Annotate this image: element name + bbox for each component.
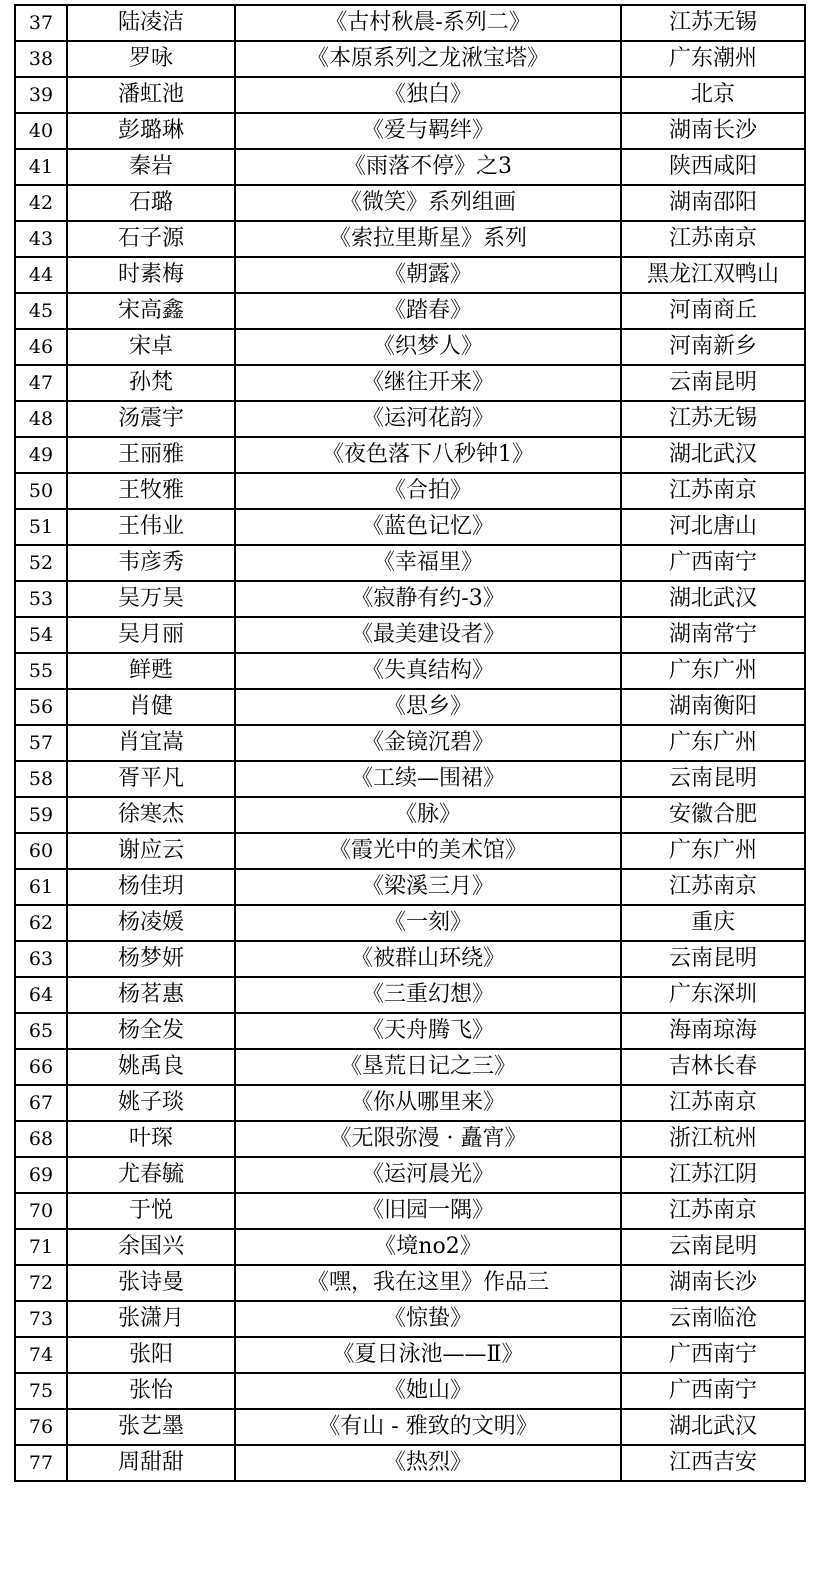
artist-location: 广东深圳 bbox=[621, 977, 805, 1013]
table-row bbox=[15, 41, 805, 77]
artist-name: 石子源 bbox=[67, 221, 235, 257]
artwork-title: 《运河花韵》 bbox=[235, 401, 621, 437]
row-number: 62 bbox=[15, 905, 67, 941]
table-row bbox=[15, 473, 805, 509]
artist-location: 湖北武汉 bbox=[621, 1409, 805, 1445]
row-number: 52 bbox=[15, 545, 67, 581]
artist-name: 叶琛 bbox=[67, 1121, 235, 1157]
artist-location: 广西南宁 bbox=[621, 1337, 805, 1373]
artist-name: 王牧雅 bbox=[67, 473, 235, 509]
artist-name: 杨梦妍 bbox=[67, 941, 235, 977]
row-number: 38 bbox=[15, 41, 67, 77]
table-row bbox=[15, 221, 805, 257]
artist-name: 鲜甦 bbox=[67, 653, 235, 689]
table-row bbox=[15, 617, 805, 653]
table-row bbox=[15, 725, 805, 761]
artwork-title: 《金镜沉碧》 bbox=[235, 725, 621, 761]
row-number: 74 bbox=[15, 1337, 67, 1373]
artist-name: 彭璐琳 bbox=[67, 113, 235, 149]
row-number: 53 bbox=[15, 581, 67, 617]
row-number: 65 bbox=[15, 1013, 67, 1049]
artist-location: 河南新乡 bbox=[621, 329, 805, 365]
artist-location: 广东广州 bbox=[621, 653, 805, 689]
artwork-title: 《梁溪三月》 bbox=[235, 869, 621, 905]
artist-name: 宋卓 bbox=[67, 329, 235, 365]
artist-location: 广西南宁 bbox=[621, 545, 805, 581]
artwork-title: 《合拍》 bbox=[235, 473, 621, 509]
artist-name: 韦彦秀 bbox=[67, 545, 235, 581]
artist-name: 余国兴 bbox=[67, 1229, 235, 1265]
artist-name: 尤春毓 bbox=[67, 1157, 235, 1193]
artwork-title: 《微笑》系列组画 bbox=[235, 185, 621, 221]
row-number: 76 bbox=[15, 1409, 67, 1445]
artist-location: 江苏南京 bbox=[621, 869, 805, 905]
artwork-title: 《惊蛰》 bbox=[235, 1301, 621, 1337]
artwork-title: 《爱与羁绊》 bbox=[235, 113, 621, 149]
artist-name: 孙梵 bbox=[67, 365, 235, 401]
row-number: 44 bbox=[15, 257, 67, 293]
artwork-title: 《她山》 bbox=[235, 1373, 621, 1409]
table-row bbox=[15, 797, 805, 833]
artwork-title: 《朝露》 bbox=[235, 257, 621, 293]
row-number: 56 bbox=[15, 689, 67, 725]
artist-location: 湖南邵阳 bbox=[621, 185, 805, 221]
artist-name: 姚禹良 bbox=[67, 1049, 235, 1085]
artwork-title: 《无限弥漫 · 矗宵》 bbox=[235, 1121, 621, 1157]
table-row bbox=[15, 149, 805, 185]
table-row bbox=[15, 329, 805, 365]
artist-name: 徐寒杰 bbox=[67, 797, 235, 833]
row-number: 70 bbox=[15, 1193, 67, 1229]
row-number: 45 bbox=[15, 293, 67, 329]
artist-location: 江苏南京 bbox=[621, 1085, 805, 1121]
artwork-title: 《天舟腾飞》 bbox=[235, 1013, 621, 1049]
artwork-title: 《垦荒日记之三》 bbox=[235, 1049, 621, 1085]
artist-name: 谢应云 bbox=[67, 833, 235, 869]
artist-name: 吴万昊 bbox=[67, 581, 235, 617]
row-number: 55 bbox=[15, 653, 67, 689]
row-number: 60 bbox=[15, 833, 67, 869]
artist-name: 肖宜嵩 bbox=[67, 725, 235, 761]
row-number: 61 bbox=[15, 869, 67, 905]
row-number: 59 bbox=[15, 797, 67, 833]
table-row bbox=[15, 1445, 805, 1481]
artwork-title: 《雨落不停》之3 bbox=[235, 149, 621, 185]
table-row bbox=[15, 761, 805, 797]
artwork-title: 《索拉里斯星》系列 bbox=[235, 221, 621, 257]
row-number: 39 bbox=[15, 77, 67, 113]
artwork-title: 《脉》 bbox=[235, 797, 621, 833]
artist-location: 云南昆明 bbox=[621, 761, 805, 797]
table-row bbox=[15, 365, 805, 401]
artist-name: 张艺墨 bbox=[67, 1409, 235, 1445]
row-number: 67 bbox=[15, 1085, 67, 1121]
table-row bbox=[15, 1049, 805, 1085]
artist-location: 河北唐山 bbox=[621, 509, 805, 545]
row-number: 57 bbox=[15, 725, 67, 761]
artist-location: 云南昆明 bbox=[621, 365, 805, 401]
row-number: 73 bbox=[15, 1301, 67, 1337]
artwork-title: 《旧园一隅》 bbox=[235, 1193, 621, 1229]
table-row bbox=[15, 977, 805, 1013]
table-row bbox=[15, 1085, 805, 1121]
artist-location: 云南昆明 bbox=[621, 941, 805, 977]
artist-name: 周甜甜 bbox=[67, 1445, 235, 1481]
artist-location: 浙江杭州 bbox=[621, 1121, 805, 1157]
artist-name: 吴月丽 bbox=[67, 617, 235, 653]
row-number: 77 bbox=[15, 1445, 67, 1481]
row-number: 43 bbox=[15, 221, 67, 257]
artist-name: 秦岩 bbox=[67, 149, 235, 185]
artist-location: 吉林长春 bbox=[621, 1049, 805, 1085]
table-row bbox=[15, 113, 805, 149]
artwork-title: 《三重幻想》 bbox=[235, 977, 621, 1013]
row-number: 46 bbox=[15, 329, 67, 365]
row-number: 47 bbox=[15, 365, 67, 401]
row-number: 50 bbox=[15, 473, 67, 509]
row-number: 41 bbox=[15, 149, 67, 185]
artwork-title: 《独白》 bbox=[235, 77, 621, 113]
artist-name: 杨佳玥 bbox=[67, 869, 235, 905]
table-row bbox=[15, 905, 805, 941]
artwork-title: 《有山 - 雅致的文明》 bbox=[235, 1409, 621, 1445]
table-row bbox=[15, 293, 805, 329]
artist-name: 张诗曼 bbox=[67, 1265, 235, 1301]
artwork-title: 《思乡》 bbox=[235, 689, 621, 725]
row-number: 40 bbox=[15, 113, 67, 149]
table-row bbox=[15, 509, 805, 545]
artist-name: 潘虹池 bbox=[67, 77, 235, 113]
row-number: 64 bbox=[15, 977, 67, 1013]
artwork-title: 《境no2》 bbox=[235, 1229, 621, 1265]
artwork-title: 《本原系列之龙湫宝塔》 bbox=[235, 41, 621, 77]
artist-name: 罗咏 bbox=[67, 41, 235, 77]
artwork-title: 《你从哪里来》 bbox=[235, 1085, 621, 1121]
row-number: 58 bbox=[15, 761, 67, 797]
artwork-title: 《嘿，我在这里》作品三 bbox=[235, 1265, 621, 1301]
artist-location: 湖南常宁 bbox=[621, 617, 805, 653]
artwork-title: 《失真结构》 bbox=[235, 653, 621, 689]
artist-location: 广东广州 bbox=[621, 833, 805, 869]
artist-name: 张潇月 bbox=[67, 1301, 235, 1337]
artwork-title: 《热烈》 bbox=[235, 1445, 621, 1481]
table-row bbox=[15, 653, 805, 689]
artist-location: 河南商丘 bbox=[621, 293, 805, 329]
artist-name: 张阳 bbox=[67, 1337, 235, 1373]
artist-name: 于悦 bbox=[67, 1193, 235, 1229]
row-number: 63 bbox=[15, 941, 67, 977]
artwork-title: 《夏日泳池——Ⅱ》 bbox=[235, 1337, 621, 1373]
artist-name: 杨全发 bbox=[67, 1013, 235, 1049]
table-row bbox=[15, 401, 805, 437]
artwork-title: 《寂静有约-3》 bbox=[235, 581, 621, 617]
table-row bbox=[15, 1229, 805, 1265]
artist-location: 湖南长沙 bbox=[621, 113, 805, 149]
artist-location: 广东广州 bbox=[621, 725, 805, 761]
artwork-title: 《夜色落下八秒钟1》 bbox=[235, 437, 621, 473]
artist-name: 王丽雅 bbox=[67, 437, 235, 473]
artwork-title: 《霞光中的美术馆》 bbox=[235, 833, 621, 869]
artwork-title: 《古村秋晨-系列二》 bbox=[235, 5, 621, 41]
artist-name: 张怡 bbox=[67, 1373, 235, 1409]
table-row bbox=[15, 1301, 805, 1337]
row-number: 75 bbox=[15, 1373, 67, 1409]
row-number: 51 bbox=[15, 509, 67, 545]
artist-name: 肖健 bbox=[67, 689, 235, 725]
artist-location: 重庆 bbox=[621, 905, 805, 941]
artist-location: 江苏南京 bbox=[621, 1193, 805, 1229]
artist-location: 云南临沧 bbox=[621, 1301, 805, 1337]
table-row bbox=[15, 941, 805, 977]
row-number: 71 bbox=[15, 1229, 67, 1265]
artist-name: 王伟业 bbox=[67, 509, 235, 545]
artwork-title: 《最美建设者》 bbox=[235, 617, 621, 653]
table-row bbox=[15, 689, 805, 725]
artist-location: 江苏无锡 bbox=[621, 401, 805, 437]
table-row bbox=[15, 581, 805, 617]
table-row bbox=[15, 437, 805, 473]
row-number: 42 bbox=[15, 185, 67, 221]
artist-location: 湖南衡阳 bbox=[621, 689, 805, 725]
artist-name: 石璐 bbox=[67, 185, 235, 221]
row-number: 37 bbox=[15, 5, 67, 41]
table-row bbox=[15, 545, 805, 581]
table-row bbox=[15, 5, 805, 41]
artist-name: 时素梅 bbox=[67, 257, 235, 293]
artwork-title: 《蓝色记忆》 bbox=[235, 509, 621, 545]
row-number: 49 bbox=[15, 437, 67, 473]
table-row bbox=[15, 1121, 805, 1157]
artist-location: 江苏南京 bbox=[621, 221, 805, 257]
table-row bbox=[15, 1265, 805, 1301]
artist-location: 湖南长沙 bbox=[621, 1265, 805, 1301]
table-row bbox=[15, 1193, 805, 1229]
row-number: 54 bbox=[15, 617, 67, 653]
artwork-title: 《踏春》 bbox=[235, 293, 621, 329]
row-number: 69 bbox=[15, 1157, 67, 1193]
table-row bbox=[15, 185, 805, 221]
artist-location: 云南昆明 bbox=[621, 1229, 805, 1265]
artwork-title: 《继往开来》 bbox=[235, 365, 621, 401]
artist-location: 北京 bbox=[621, 77, 805, 113]
artist-name: 宋高鑫 bbox=[67, 293, 235, 329]
row-number: 66 bbox=[15, 1049, 67, 1085]
artist-location: 广西南宁 bbox=[621, 1373, 805, 1409]
artist-name: 胥平凡 bbox=[67, 761, 235, 797]
table-body bbox=[15, 5, 805, 1481]
artwork-title: 《运河晨光》 bbox=[235, 1157, 621, 1193]
roster-table bbox=[14, 4, 806, 1482]
row-number: 68 bbox=[15, 1121, 67, 1157]
artist-name: 杨茗惠 bbox=[67, 977, 235, 1013]
table-row bbox=[15, 1337, 805, 1373]
table-row bbox=[15, 1373, 805, 1409]
artwork-title: 《被群山环绕》 bbox=[235, 941, 621, 977]
table-row bbox=[15, 833, 805, 869]
artwork-title: 《工续—围裙》 bbox=[235, 761, 621, 797]
artist-name: 陆凌洁 bbox=[67, 5, 235, 41]
table-row bbox=[15, 869, 805, 905]
artist-location: 安徽合肥 bbox=[621, 797, 805, 833]
artwork-title: 《幸福里》 bbox=[235, 545, 621, 581]
artist-location: 江苏南京 bbox=[621, 473, 805, 509]
table-row bbox=[15, 257, 805, 293]
artist-location: 广东潮州 bbox=[621, 41, 805, 77]
artist-location: 陕西咸阳 bbox=[621, 149, 805, 185]
artist-location: 江苏江阴 bbox=[621, 1157, 805, 1193]
artist-name: 杨凌媛 bbox=[67, 905, 235, 941]
row-number: 48 bbox=[15, 401, 67, 437]
row-number: 72 bbox=[15, 1265, 67, 1301]
artist-location: 黑龙江双鸭山 bbox=[621, 257, 805, 293]
artwork-title: 《一刻》 bbox=[235, 905, 621, 941]
table-row bbox=[15, 1409, 805, 1445]
artist-name: 姚子琰 bbox=[67, 1085, 235, 1121]
artist-location: 海南琼海 bbox=[621, 1013, 805, 1049]
artist-location: 湖北武汉 bbox=[621, 437, 805, 473]
table-row bbox=[15, 1013, 805, 1049]
table-row bbox=[15, 1157, 805, 1193]
artist-location: 江苏无锡 bbox=[621, 5, 805, 41]
artist-location: 江西吉安 bbox=[621, 1445, 805, 1481]
artist-location: 湖北武汉 bbox=[621, 581, 805, 617]
artwork-title: 《织梦人》 bbox=[235, 329, 621, 365]
table-row bbox=[15, 77, 805, 113]
artist-name: 汤震宇 bbox=[67, 401, 235, 437]
